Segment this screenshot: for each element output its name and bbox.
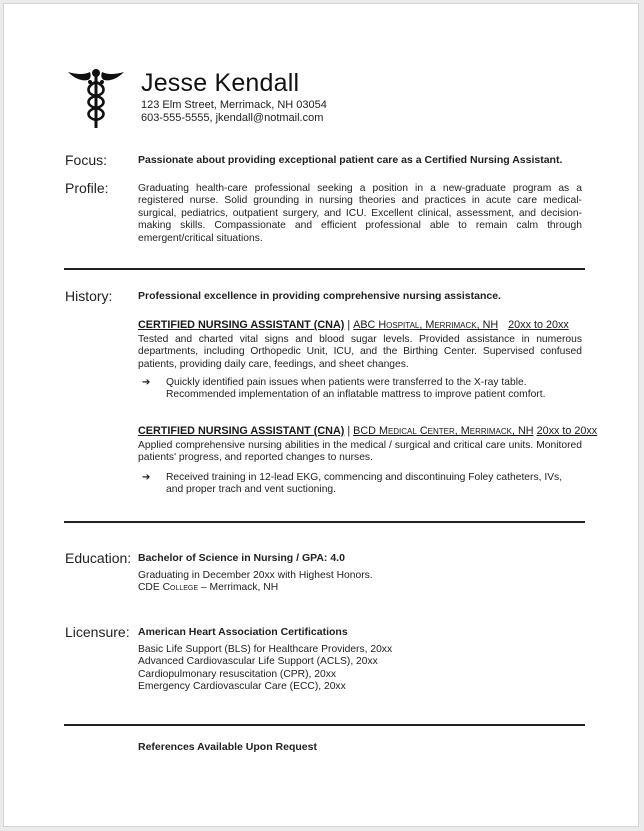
focus-text: Passionate about providing exceptional patient care as a Certified Nursing Assistant. <box>138 154 563 166</box>
job-dates: 20xx to 20xx <box>536 425 598 437</box>
resume-page <box>3 3 639 827</box>
education-label: Education: <box>65 550 132 566</box>
arrow-bullet-icon: ➔ <box>142 472 151 483</box>
applicant-name: Jesse Kendall <box>141 69 300 97</box>
education-details <box>138 570 588 595</box>
licensure-item: Cardiopulmonary resuscitation (CPR), 20xx <box>138 668 337 680</box>
education-college-line <box>138 582 588 594</box>
licensure-label: Licensure: <box>65 624 130 640</box>
licensure-heading: American Heart Association Certifications <box>138 626 348 638</box>
job-bullet-line: Recommended implementation of an inflatable mattress to improve patient comfort. <box>166 389 546 401</box>
job-employer: BCD Medical Center, Merrimack, NH <box>353 425 534 437</box>
job-separator: | <box>344 425 354 437</box>
job-description: Tested and charted vital signs and blood sugar levels. Provided assistance in numerous departments, including Orthopedic Unit, ICU, and the Birthing Center. Supervised confused patients, providing daily care, feedings, and sheet changes. <box>138 334 582 370</box>
college-location: – Merrimack, NH <box>198 582 279 594</box>
focus-label: Focus: <box>65 152 108 168</box>
profile-text: Graduating health-care professional seeking a position in a new-graduate program as a registered nurse. Solid grounding in nursing theories and practices in acute care medical-surgical, pediatrics, outpatient surgery, and ICU. Excellent clinical, assessment, and decision-making skills. Compassionate and efficient professional able to remain calm through emergent/critical situations. <box>138 183 582 244</box>
job-heading <box>138 319 569 332</box>
job-separator: | <box>344 319 354 331</box>
licensure-list <box>138 644 588 694</box>
section-divider <box>64 268 585 270</box>
contact-info: 603-555-5555, jkendall@notmail.com <box>141 112 324 124</box>
history-summary: Professional excellence in providing comprehensive nursing assistance. <box>138 290 501 302</box>
job-description: Applied comprehensive nursing abilities in the medical / surgical and critical care units. Monitored patients' progress, and reported changes to nurses. <box>138 440 582 464</box>
licensure-item: Emergency Cardiovascular Care (ECC), 20xx <box>138 681 346 693</box>
caduceus-icon <box>64 66 128 130</box>
job-title: CERTIFIED NURSING ASSISTANT (CNA) <box>138 319 345 331</box>
licensure-item: Advanced Cardiovascular Life Support (ACLS), 20xx <box>138 656 378 668</box>
job-bullet-line: Received training in 12-lead EKG, commencing and discontinuing Foley catheters, IVs, <box>166 472 563 483</box>
references-note: References Available Upon Request <box>138 741 317 753</box>
job-bullet-line: and proper trach and vent suctioning. <box>166 484 337 496</box>
section-divider <box>64 724 585 726</box>
history-label: History: <box>65 288 113 304</box>
licensure-item: Basic Life Support (BLS) for Healthcare Providers, 20xx <box>138 644 393 655</box>
education-degree: Bachelor of Science in Nursing / GPA: 4.0 <box>138 552 345 564</box>
job-dates: 20xx to 20xx <box>508 319 569 331</box>
arrow-bullet-icon: ➔ <box>142 377 151 388</box>
job-title: CERTIFIED NURSING ASSISTANT (CNA) <box>138 425 345 437</box>
education-line: Graduating in December 20xx with Highest Honors. <box>138 570 373 581</box>
section-divider <box>64 521 585 523</box>
job-bullet <box>166 377 586 402</box>
job-heading <box>138 425 597 438</box>
job-employer: ABC Hospital, Merrimack, NH <box>353 319 499 331</box>
college-name: CDE College <box>138 582 199 594</box>
job-bullet <box>166 472 586 497</box>
address: 123 Elm Street, Merrimack, NH 03054 <box>141 99 327 111</box>
profile-label: Profile: <box>65 180 109 196</box>
job-bullet-line: Quickly identified pain issues when patients were transferred to the X-ray table. <box>166 377 527 388</box>
